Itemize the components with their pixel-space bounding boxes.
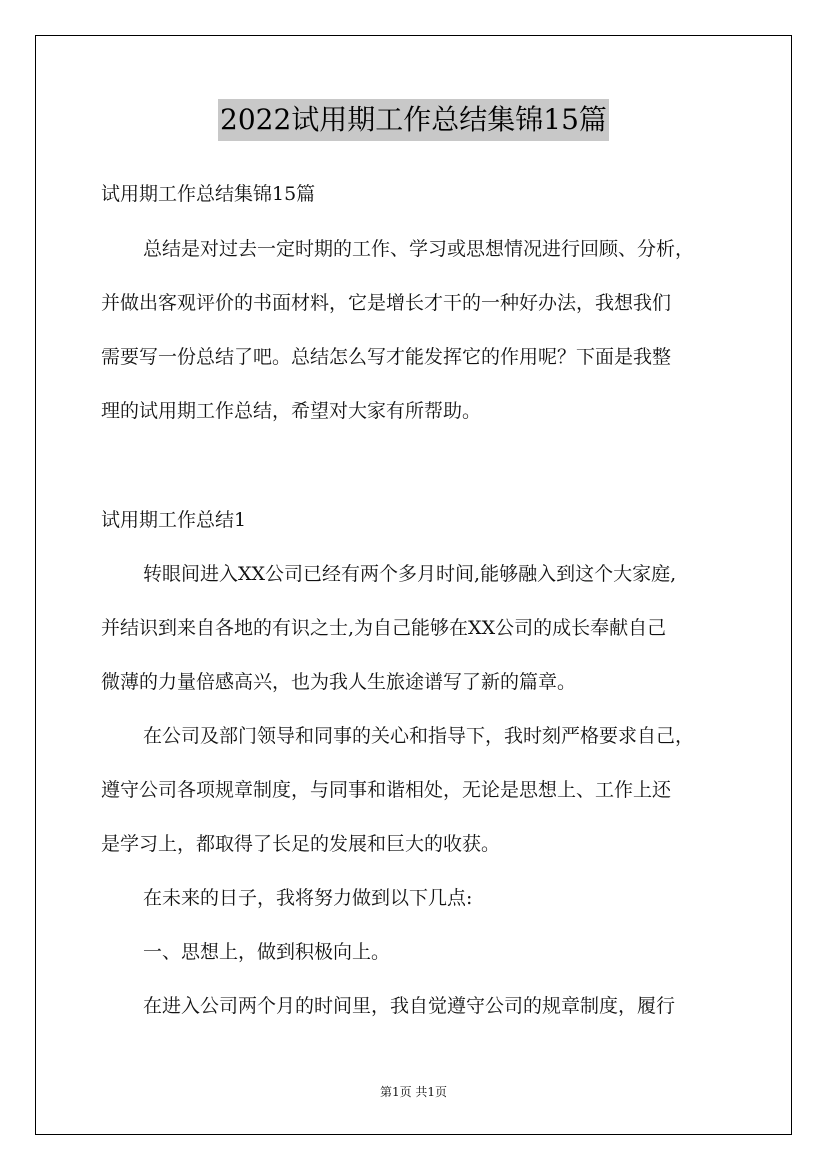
body-line-4: 在公司及部门领导和同事的关心和指导下，我时刻严格要求自己， <box>143 725 695 747</box>
intro-line-4: 理的试用期工作总结，希望对大家有所帮助。 <box>101 400 482 422</box>
body-line-5: 遵守公司各项规章制度，与同事和谐相处，无论是思想上、工作上还 <box>101 779 672 801</box>
body-line-2: 并结识到来自各地的有识之士,为自己能够在XX公司的成长奉献自己 <box>101 617 667 639</box>
body-line-8: 一、思想上，做到积极向上。 <box>143 941 391 963</box>
body-line-7: 在未来的日子，我将努力做到以下几点: <box>143 887 473 909</box>
intro-line-2: 并做出客观评价的书面材料，它是增长才干的一种好办法，我想我们 <box>101 292 672 314</box>
body-line-3: 微薄的力量倍感高兴，也为我人生旅途谱写了新的篇章。 <box>101 671 577 693</box>
title-container <box>0 99 827 141</box>
body-line-1: 转眼间进入XX公司已经有两个多月时间,能够融入到这个大家庭, <box>143 563 677 585</box>
intro-line-3: 需要写一份总结了吧。总结怎么写才能发挥它的作用呢？下面是我整 <box>101 346 672 368</box>
page-footer: 第1页 共1页 <box>379 1085 448 1099</box>
document-title: 2022试用期工作总结集锦15篇 <box>218 99 609 141</box>
body-line-9: 在进入公司两个月的时间里，我自觉遵守公司的规章制度，履行 <box>143 995 676 1017</box>
section-heading: 试用期工作总结1 <box>101 509 247 531</box>
intro-line-1: 总结是对过去一定时期的工作、学习或思想情况进行回顾、分析， <box>143 238 695 260</box>
subtitle: 试用期工作总结集锦15篇 <box>101 183 316 205</box>
body-line-6: 是学习上，都取得了长足的发展和巨大的收获。 <box>101 833 501 855</box>
